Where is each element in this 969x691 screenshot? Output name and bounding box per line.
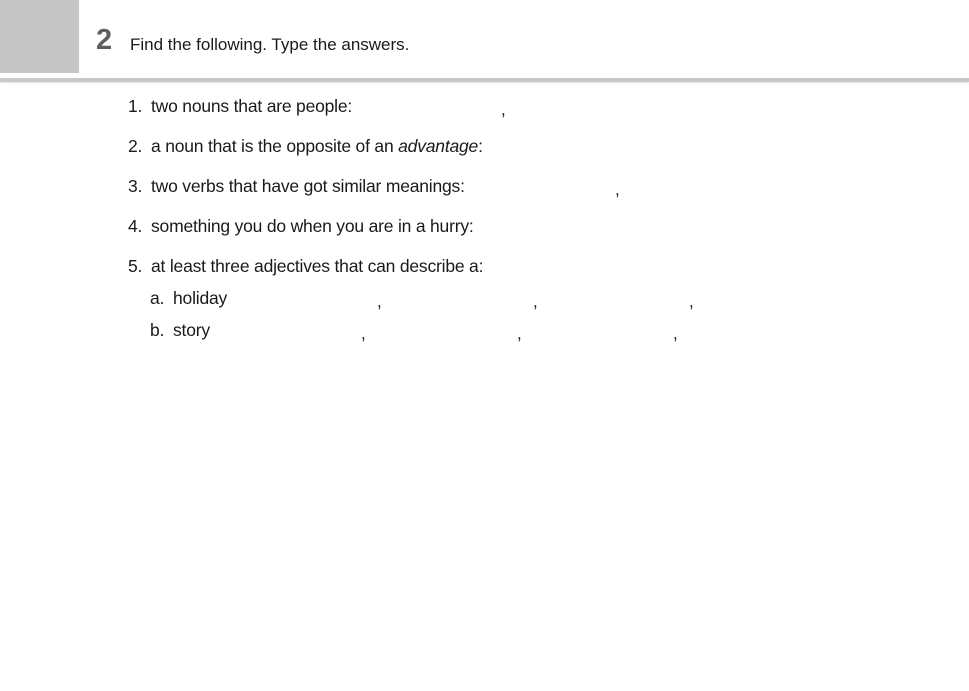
- subitem-text: holiday: [173, 288, 228, 308]
- answer-1a-input[interactable]: [355, 96, 495, 116]
- header-grey-block: [0, 0, 79, 73]
- subitem-letter: b.: [150, 320, 165, 340]
- header-divider: [0, 78, 969, 82]
- question-1: [128, 95, 352, 117]
- separator-comma: ,: [361, 324, 366, 343]
- question-text: something you do when you are in a hurry:: [151, 216, 474, 236]
- answer-3b-input[interactable]: [625, 176, 765, 196]
- answer-5a-4-input[interactable]: [700, 288, 840, 308]
- question-text-end: :: [478, 136, 483, 156]
- question-text: two verbs that have got similar meanings:: [151, 176, 465, 196]
- subitem-text: story: [173, 320, 210, 340]
- question-4: [128, 215, 474, 237]
- exercise-number: 2: [96, 24, 113, 56]
- answer-5b-1-input[interactable]: [216, 320, 356, 340]
- answer-3a-input[interactable]: [470, 176, 610, 196]
- subitem-a: [150, 287, 227, 309]
- separator-comma: ,: [689, 292, 694, 311]
- answer-5a-1-input[interactable]: [232, 288, 372, 308]
- question-text: a noun that is the opposite of an: [151, 136, 399, 156]
- answer-5a-3-input[interactable]: [544, 288, 684, 308]
- question-number: 3.: [128, 176, 143, 196]
- question-text: at least three adjectives that can describe a:: [151, 256, 484, 276]
- answer-5a-2-input[interactable]: [388, 288, 528, 308]
- exercise-instruction: Find the following. Type the answers.: [130, 35, 410, 54]
- question-2: [128, 135, 483, 157]
- separator-comma: ,: [501, 100, 506, 119]
- question-5: [128, 255, 483, 277]
- answer-2-input[interactable]: [484, 136, 664, 156]
- subitem-letter: a.: [150, 288, 165, 308]
- separator-comma: ,: [517, 324, 522, 343]
- separator-comma: ,: [615, 180, 620, 199]
- question-text: two nouns that are people:: [151, 96, 353, 116]
- question-3: [128, 175, 465, 197]
- answer-5b-4-input[interactable]: [684, 320, 824, 340]
- separator-comma: ,: [533, 292, 538, 311]
- question-italic-word: advantage: [398, 136, 479, 156]
- subitem-b: [150, 319, 210, 341]
- separator-comma: ,: [673, 324, 678, 343]
- separator-comma: ,: [377, 292, 382, 311]
- question-number: 4.: [128, 216, 143, 236]
- answer-5b-3-input[interactable]: [528, 320, 668, 340]
- answer-5b-2-input[interactable]: [372, 320, 512, 340]
- answer-4-input[interactable]: [476, 216, 656, 236]
- question-number: 1.: [128, 96, 143, 116]
- exercise-header: [0, 0, 969, 82]
- question-number: 5.: [128, 256, 143, 276]
- question-number: 2.: [128, 136, 143, 156]
- answer-1b-input[interactable]: [510, 96, 650, 116]
